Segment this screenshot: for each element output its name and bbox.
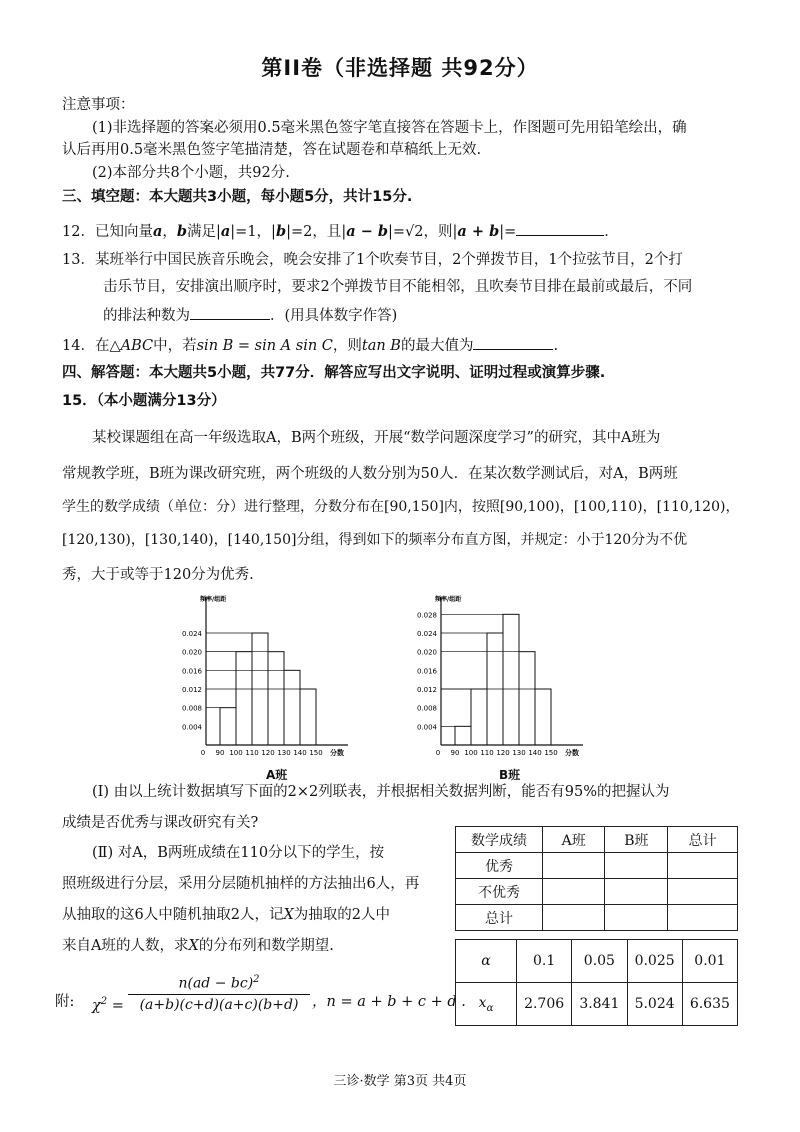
- y-tick-label: 0.012: [181, 686, 202, 694]
- page-footer: 三诊·数学 第3页 共4页: [333, 1074, 467, 1089]
- section-4-heading: 四、解答题：本大题共5小题，共77分．解答应写出文字说明、证明过程或演算步骤.: [62, 365, 606, 381]
- q12-sep: ，: [162, 224, 177, 240]
- histogram-bar: [519, 652, 535, 745]
- q13-line-2: 击乐节目，安排演出顺序时，要求2个弹拨节目不能相邻，且吹奏节目排在最前或最后，不同: [103, 279, 693, 295]
- x-tick-label: 110: [480, 749, 494, 757]
- x-tick-label: 90: [215, 749, 225, 757]
- histogram-class-a: [170, 590, 370, 765]
- x-axis-label: 分数: [565, 749, 579, 757]
- y-axis-label: 频率/组距: [435, 596, 462, 603]
- q12-text: 满足|: [187, 224, 221, 240]
- vector-b: b: [275, 223, 287, 240]
- vector-a-minus-b: a − b: [346, 223, 389, 240]
- q15-part2-line-a: (Ⅱ) 对A，B两班成绩在110分以下的学生，按: [92, 845, 385, 861]
- alpha-value: 0.025: [627, 940, 682, 983]
- q15-part1-line-b: 成绩是否优秀与课改研究有关?: [62, 815, 259, 831]
- q15-text: 来自A班的人数，求: [62, 938, 189, 954]
- q15-part2-line-b: 照班级进行分层，采用分层随机抽样的方法抽出6人，再: [62, 876, 420, 892]
- q12-text: |=2，且|: [286, 224, 347, 240]
- q15-text: 为抽取的2人中: [293, 907, 391, 923]
- q12-text: |=: [499, 224, 517, 240]
- chi-letter: χ: [92, 997, 101, 1014]
- y-tick-label: 0.008: [181, 704, 202, 713]
- alpha-value: 0.05: [572, 940, 627, 983]
- q14-tanb: tan B: [361, 338, 401, 354]
- q12-text: 已知向量: [94, 224, 153, 240]
- x-tick-label: 130: [512, 749, 526, 757]
- x-tick-label: 120: [496, 749, 510, 757]
- y-tick-label: 0.028: [416, 611, 437, 620]
- table-cell[interactable]: [668, 905, 738, 931]
- x-axis-label: 分数: [330, 749, 344, 757]
- numerator-text: n(ad − bc): [178, 975, 254, 992]
- note-1a: (1)非选择题的答案必须用0.5毫米黑色签字笔直接答在答题卡上，作图题可先用铅笔绘出，确: [92, 120, 687, 136]
- table-cell[interactable]: [668, 879, 738, 905]
- x-tick-label: 130: [277, 749, 291, 757]
- x-tick-label: 120: [261, 749, 275, 757]
- vector-b: b: [176, 223, 187, 240]
- answer-blank-12[interactable]: [516, 221, 604, 236]
- q15-paragraph-3: 学生的数学成绩（单位：分）进行整理，分数分布在[90,150]内，按照[90,100)，[100,110)，[110,120)，: [62, 499, 740, 515]
- x-alpha-value: 2.706: [517, 983, 572, 1026]
- table-cell[interactable]: [605, 905, 668, 931]
- x-tick-label: 90: [450, 749, 460, 757]
- q15-paragraph-4: [120,130)，[130,140)，[140,150]分组，得到如下的频率分布直方图，并规定：小于120分为不优: [62, 532, 688, 548]
- vector-a: a: [152, 223, 163, 240]
- q15-heading: 15．（本小题满分13分）: [62, 393, 226, 409]
- triangle-abc: ABC: [120, 338, 154, 354]
- x-tick-label: 0: [200, 749, 206, 757]
- contingency-table: [455, 826, 738, 931]
- y-tick-label: 0.004: [181, 723, 202, 732]
- histogram-bar: [535, 689, 551, 745]
- y-tick-label: 0.024: [181, 630, 202, 638]
- histogram-class-b: [405, 590, 605, 765]
- table-header: 数学成绩: [456, 827, 543, 853]
- table-cell[interactable]: [605, 879, 668, 905]
- x-subscript: α: [486, 1002, 494, 1014]
- y-tick-label: 0.016: [416, 667, 437, 676]
- q12-text: |=1，|: [230, 224, 276, 240]
- q14-text: 的最大值为: [400, 338, 474, 354]
- q15-part2-line-c: [62, 905, 390, 925]
- chart-a-caption: A班: [266, 768, 288, 782]
- vector-a: a: [220, 223, 231, 240]
- table-header: B班: [605, 827, 668, 853]
- x-tick-label: 100: [464, 749, 478, 757]
- q15-paragraph-2: 常规教学班，B班为课改研究班，两个班级的人数分别为50人．在某次数学测试后，对A，B两班: [62, 466, 678, 482]
- q13-number: 13．: [62, 252, 95, 268]
- x-tick-label: 110: [245, 749, 259, 757]
- answer-blank-13[interactable]: [190, 305, 270, 320]
- histogram-bar: [236, 652, 252, 745]
- q14-text: .: [553, 338, 559, 354]
- x-tick-label: 100: [229, 749, 243, 757]
- histogram-bar: [455, 726, 471, 745]
- q15-paragraph-1: 某校课题组在高一年级选取A，B两个班级，开展“数学问题深度学习”的研究，其中A班为: [92, 430, 661, 446]
- alpha-value: 0.1: [517, 940, 572, 983]
- q13-line-3: [103, 305, 397, 326]
- q14-equation: sin B = sin A sin C: [196, 338, 333, 354]
- variable-x: X: [188, 938, 199, 954]
- y-tick-label: 0.020: [416, 648, 437, 657]
- q12-text: |=√2，则|: [388, 224, 458, 240]
- q12-number: 12．: [62, 224, 95, 240]
- histogram-bar: [300, 689, 316, 745]
- x-alpha-value: 3.841: [572, 983, 627, 1026]
- chi-square-symbol: $\chi^2$ =: [92, 996, 124, 1014]
- section-3-heading: 三、填空题：本大题共3小题，每小题5分，共计15分.: [62, 189, 413, 205]
- q15-text: 的分布列和数学期望.: [198, 938, 334, 954]
- y-tick-label: 0.024: [416, 630, 437, 638]
- alpha-label: α: [456, 940, 517, 983]
- page-title: 第II卷（非选择题 共92分）: [261, 56, 539, 80]
- formula-numerator: [128, 974, 310, 992]
- y-tick-label: 0.020: [181, 648, 202, 657]
- table-row: [456, 853, 738, 879]
- question-13: [62, 250, 683, 270]
- variable-x: X: [283, 907, 294, 923]
- x-alpha-label: [456, 983, 517, 1026]
- critical-value-table: [455, 939, 738, 1026]
- x-tick-label: 140: [293, 749, 307, 757]
- x-alpha-value: 5.024: [627, 983, 682, 1026]
- table-header-row: [456, 827, 738, 853]
- histogram-bar: [503, 614, 519, 745]
- notes-heading: 注意事项：: [62, 97, 135, 113]
- q15-part1-line-a: (Ⅰ) 由以上统计数据填写下面的2×2列联表，并根据相关数据判断，能否有95%的把握认为: [92, 784, 670, 800]
- y-axis-label: 频率/组距: [200, 596, 227, 603]
- question-14: [62, 335, 558, 356]
- table-cell[interactable]: [605, 853, 668, 879]
- row-label: 总计: [456, 905, 543, 931]
- histogram-bar: [220, 708, 236, 745]
- answer-blank-14[interactable]: [473, 335, 553, 350]
- table-cell[interactable]: [543, 853, 605, 879]
- chi-square-fraction: [128, 974, 310, 1013]
- alpha-value: 0.01: [682, 940, 737, 983]
- n-definition: ，n = a + b + c + d .: [312, 994, 466, 1010]
- alpha-row: [456, 940, 738, 983]
- histogram-bar: [471, 689, 487, 745]
- x-alpha-row: [456, 983, 738, 1026]
- fraction-bar: [128, 994, 310, 995]
- question-12: 12．已知向量a，b满足|a|=1，|b|=2，且|a − b|=√2，则|a + b|= ．: [62, 223, 619, 240]
- x-tick-label: 150: [309, 749, 323, 757]
- note-1b: 认后再用0.5毫米黑色签字笔描清楚，答在试题卷和草稿纸上无效.: [62, 142, 482, 158]
- q15-part2-line-d: [62, 936, 334, 956]
- chi-exponent: 2: [100, 996, 108, 1007]
- histogram-bar: [284, 670, 300, 745]
- q14-text: 在△: [94, 338, 121, 354]
- x-tick-label: 150: [544, 749, 558, 757]
- table-cell[interactable]: [668, 853, 738, 879]
- x-tick-label: 0: [435, 749, 441, 757]
- histogram-bar: [268, 652, 284, 745]
- numerator-exponent: 2: [253, 974, 260, 985]
- table-cell[interactable]: [543, 905, 605, 931]
- y-tick-label: 0.012: [416, 686, 437, 694]
- x-alpha-value: 6.635: [682, 983, 737, 1026]
- chart-b-caption: B班: [499, 768, 521, 782]
- q15-text: 从抽取的这6人中随机抽取2人，记: [62, 907, 284, 923]
- q13-text: 的排法种数为: [103, 308, 190, 324]
- table-cell[interactable]: [543, 879, 605, 905]
- x-tick-label: 140: [528, 749, 542, 757]
- table-header: 总计: [668, 827, 738, 853]
- q13-text: ．(用具体数字作答): [270, 308, 398, 324]
- q15-paragraph-5: 秀，大于或等于120分为优秀.: [62, 567, 254, 583]
- q13-line-1: 某班举行中国民族音乐晚会，晚会安排了1个吹奏节目，2个弹拨节目，1个拉弦节目，2个打: [94, 252, 683, 268]
- y-tick-label: 0.004: [416, 723, 437, 732]
- x-letter: x: [478, 994, 487, 1011]
- table-header: A班: [543, 827, 605, 853]
- row-label: 不优秀: [456, 879, 543, 905]
- y-tick-label: 0.016: [181, 667, 202, 676]
- appendix-label: 附:: [55, 994, 75, 1010]
- vector-a-plus-b: a + b: [457, 223, 500, 240]
- formula-denominator: (a+b)(c+d)(a+c)(b+d): [139, 996, 299, 1013]
- table-row: [456, 879, 738, 905]
- table-row: [456, 905, 738, 931]
- q14-text: ，则: [332, 338, 362, 354]
- q14-number: 14．: [62, 338, 95, 354]
- note-2: (2)本部分共8个小题，共92分.: [92, 165, 290, 181]
- q14-text: 中，若: [153, 338, 197, 354]
- y-tick-label: 0.008: [416, 704, 437, 713]
- row-label: 优秀: [456, 853, 543, 879]
